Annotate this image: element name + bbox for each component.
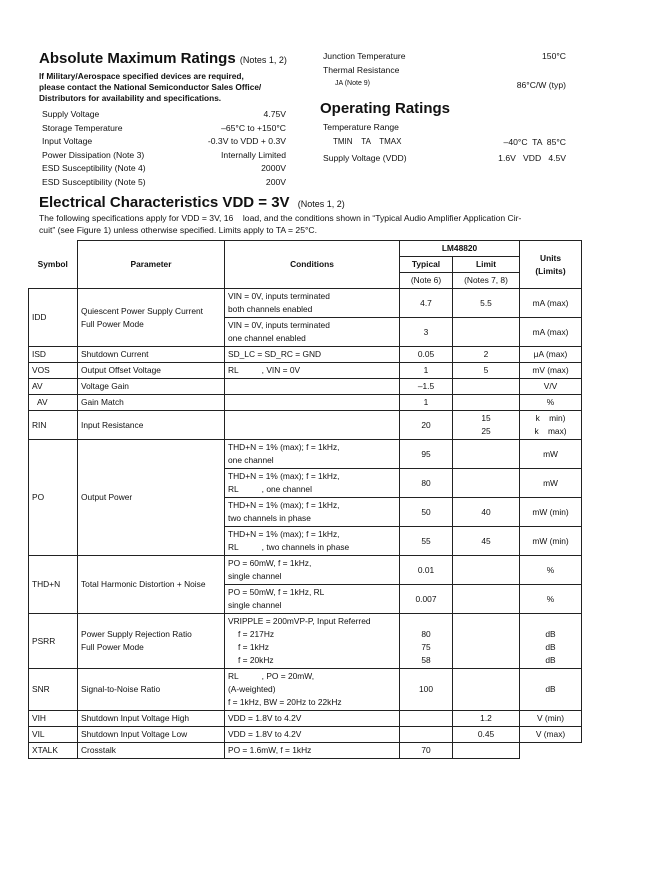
operating-ratings-title: Operating Ratings — [320, 100, 451, 117]
header-typical-note: (Note 6) — [400, 273, 453, 289]
table-row: IDD Quiescent Power Supply Current Full Power Mode VIN = 0V, inputs terminated both channels enabled 4.7 5.5 mA (max) — [29, 289, 582, 318]
junction-temp: Junction Temperature 150°C — [323, 51, 566, 61]
table-row: AV Voltage Gain –1.5 V/V — [29, 379, 582, 395]
temp-range-label: Temperature Range — [323, 122, 399, 132]
amr-item: Input Voltage -0.3V to VDD + 0.3V — [42, 136, 286, 146]
table-row: ISD Shutdown Current SD_LC = SD_RC = GND 0.05 2 μA (max) — [29, 347, 582, 363]
theta-ja: JA (Note 9) 86°C/W (typ) — [335, 80, 566, 90]
thermal-resistance-label: Thermal Resistance — [323, 65, 400, 75]
ec-intro: The following specifications apply for VDD = 3V, 16 load, and the conditions shown in “Typical Audio Amplifier Application Cir- cuit” (see Figure 1) unless otherwise specified. Limits apply to TA = 25°C. — [39, 213, 522, 235]
table-header-row — [29, 241, 582, 257]
ec-table — [28, 240, 582, 759]
amr-item: ESD Susceptibility (Note 5) 200V — [42, 176, 286, 187]
table-row: THD+N = 1% (max); f = 1kHz, two channels in phase 50 40 mW (min) — [29, 498, 582, 527]
table-row: PO Output Power THD+N = 1% (max); f = 1kHz, one channel 95 mW — [29, 440, 582, 469]
table-row: AV Gain Match 1 % — [29, 395, 582, 411]
table-row: THD+N Total Harmonic Distortion + Noise PO = 60mW, f = 1kHz, single channel 0.01 % — [29, 556, 582, 585]
supply-voltage-op: Supply Voltage (VDD) 1.6V VDD 4.5V — [323, 153, 566, 163]
amr-item: Power Dissipation (Note 3) Internally Limited — [42, 149, 286, 160]
ec-title: Electrical Characteristics VDD = 3V (Notes 1, 2) — [39, 194, 345, 211]
amr-item: Storage Temperature –65°C to +150°C — [42, 122, 286, 133]
header-units: Units (Limits) — [520, 241, 582, 289]
header-limit: Limit — [453, 257, 520, 273]
table-row: VOS Output Offset Voltage RL , VIN = 0V 1 5 mV (max) — [29, 363, 582, 379]
table-row: SNR Signal-to-Noise Ratio RL , PO = 20mW, (A-weighted) f = 1kHz, BW = 20Hz to 22kHz 100 dB — [29, 669, 582, 711]
header-parameter: Parameter — [78, 241, 225, 289]
header-device: LM48820 — [400, 241, 520, 257]
amr-list — [42, 108, 286, 189]
temp-range: TMIN TA TMAX –40°C TA 85°C — [333, 137, 566, 147]
header-conditions: Conditions — [225, 241, 400, 289]
table-row: VIN = 0V, inputs terminated one channel enabled 3 mA (max) — [29, 318, 582, 347]
table-row: THD+N = 1% (max); f = 1kHz, RL , one channel 80 mW — [29, 469, 582, 498]
header-symbol: Symbol — [37, 258, 68, 269]
header-typical: Typical — [400, 257, 453, 273]
table-row: PSRR Power Supply Rejection Ratio Full Power Mode VRIPPLE = 200mVP-P, Input Referred f = 217Hz f = 1kHz f = 20kHz 80 75 58 dB dB dB — [29, 614, 582, 669]
table-row: VIH Shutdown Input Voltage High VDD = 1.8V to 4.2V 1.2 V (min) — [29, 711, 582, 727]
table-row: THD+N = 1% (max); f = 1kHz, RL , two channels in phase 55 45 mW (min) — [29, 527, 582, 556]
table-row: VIL Shutdown Input Voltage Low VDD = 1.8V to 4.2V 0.45 V (max) — [29, 727, 582, 743]
table-row: PO = 50mW, f = 1kHz, RL single channel 0.007 % — [29, 585, 582, 614]
table-row: XTALK Crosstalk PO = 1.6mW, f = 1kHz 70 — [29, 743, 582, 759]
table-row: RIN Input Resistance 20 15 25 k min) k max) — [29, 411, 582, 440]
amr-item: ESD Susceptibility (Note 4) 2000V — [42, 163, 286, 173]
amr-item: Supply Voltage 4.75V — [42, 109, 286, 119]
amr-title: Absolute Maximum Ratings (Notes 1, 2) — [39, 50, 287, 67]
header-limit-note: (Notes 7, 8) — [453, 273, 520, 289]
mil-aero-note: If Military/Aerospace specified devices are required, please contact the National Semiconductor Sales Office/ Distributors for availability and specifications. — [39, 71, 262, 103]
